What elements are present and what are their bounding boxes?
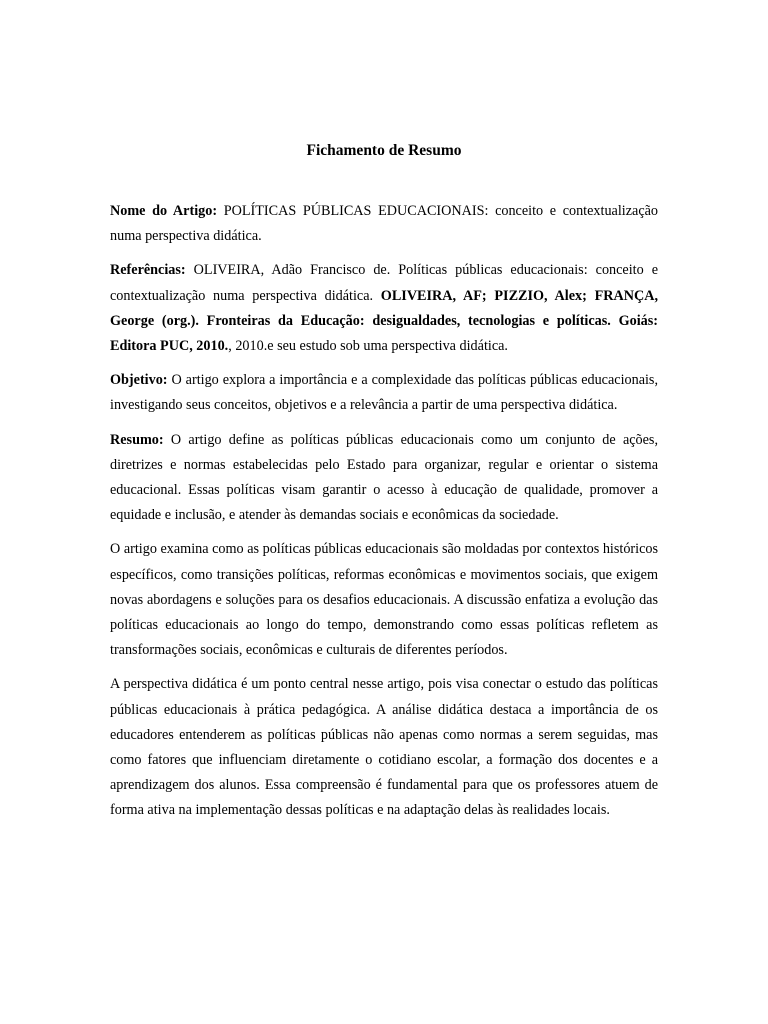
article-name-paragraph — [110, 199, 658, 249]
body-paragraph-3: A perspectiva didática é um ponto central nesse artigo, pois visa conectar o estudo das políticas públicas educacionais à prática pedagógica. A análise didática destaca a importância de os educadores entenderem as políticas públicas não apenas como normas a serem seguidas, mas como fatores que influenciam diretamente o cotidiano escolar, a formação dos docentes e a aprendizagem dos alunos. Essa compreensão é fundamental para que os professores atuem de forma ativa na implementação dessas políticas e na adaptação delas às realidades locais. — [110, 676, 658, 819]
references-bold-citation: OLIVEIRA, AF; PIZZIO, Alex; FRANÇA, George (org.). Fronteiras da Educação: desigualdades, tecnologias e políticas. Goiás: Editora PUC, 2010. — [110, 287, 659, 355]
references-text: OLIVEIRA, Adão Francisco de. Políticas públicas educacionais: conceito e contextualização numa perspectiva didática. — [110, 262, 659, 304]
references-suffix: , 2010.e seu estudo sob uma perspectiva didática. — [228, 338, 508, 355]
summary-paragraph — [110, 428, 658, 529]
objective-text: O artigo explora a importância e a complexidade das políticas públicas educacionais, investigando seus conceitos, objetivos e a relevância a partir de uma perspectiva didática. — [110, 372, 659, 414]
summary-label: Resumo: — [110, 431, 164, 448]
summary-text: O artigo define as políticas públicas educacionais como um conjunto de ações, diretrizes e normas estabelecidas pelo Estado para organizar, regular e orientar o sistema educacional. Essas políticas visam garantir o acesso à educação de qualidade, promover a equidade e inclusão, e atender às demandas sociais e econômicas da sociedade. — [110, 431, 659, 524]
objective-paragraph — [110, 368, 658, 418]
article-name-text: POLÍTICAS PÚBLICAS EDUCACIONAIS: conceito e contextualização numa perspectiva didática. — [110, 203, 659, 245]
document-page — [110, 0, 658, 1024]
article-name-label: Nome do Artigo: — [110, 203, 218, 219]
references-label: Referências: — [110, 262, 186, 279]
body-paragraph-2: O artigo examina como as políticas públicas educacionais são moldadas por contextos históricos específicos, como transições políticas, reformas econômicas e movimentos sociais, que exigem novas abordagens e soluções para os desafios educacionais. A discussão enfatiza a evolução das políticas educacionais ao longo do tempo, demonstrando como essas políticas refletem as transformações sociais, econômicas e culturais de diferentes períodos. — [110, 541, 658, 659]
document-title: Fichamento de Resumo — [306, 142, 462, 159]
references-paragraph — [110, 258, 658, 359]
document-body — [110, 199, 658, 833]
objective-label: Objetivo: — [110, 372, 168, 389]
